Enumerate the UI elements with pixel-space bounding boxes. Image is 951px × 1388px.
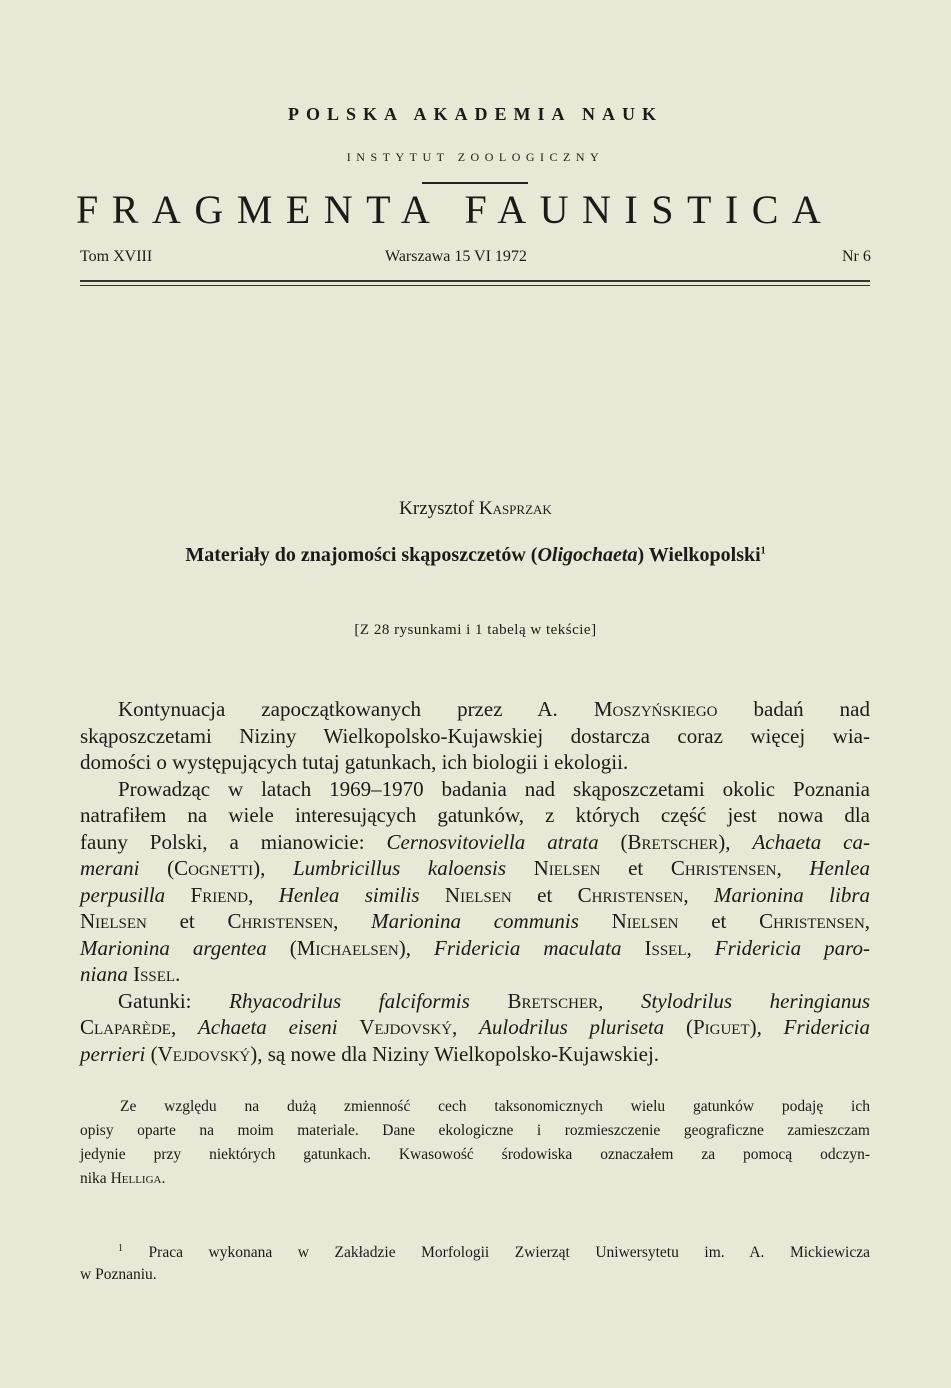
place-date: Warszawa 15 VI 1972: [385, 248, 527, 265]
text-segment: ,: [248, 882, 279, 907]
author-first-name: Krzysztof: [399, 498, 475, 519]
text-segment: ),: [253, 856, 293, 880]
title-latin: Oligochaeta: [537, 544, 638, 566]
text-segment: [579, 909, 612, 933]
title-post: ) Wielkopolski: [637, 544, 761, 566]
species-name: Cernosvitoviella atrata: [386, 829, 599, 854]
text-line: [80, 1266, 870, 1284]
text-segment: et: [146, 909, 228, 933]
text-line: [118, 697, 870, 722]
text-line: [80, 856, 870, 881]
author-name: Piguet: [692, 1015, 750, 1039]
text-segment: .: [161, 1170, 166, 1187]
author-name: Vejdovský: [157, 1041, 251, 1066]
text-line: [80, 936, 870, 961]
text-line: [80, 962, 870, 987]
text-segment: ,: [686, 935, 715, 960]
text-segment: badań nad: [717, 697, 870, 721]
species-name: Henlea similis: [278, 882, 420, 907]
text-line: [80, 1170, 870, 1188]
text-segment: natrafiłem na wiele interesujących gatunków, z których część jest nowa dla: [80, 803, 870, 827]
author-name: Christensen: [227, 909, 334, 933]
author-name: Christensen: [577, 882, 684, 907]
author-name: Nielsen: [444, 882, 512, 907]
text-line: [80, 724, 870, 749]
text-segment: [621, 936, 644, 960]
text-line: [80, 1146, 870, 1164]
double-rule-top: [80, 280, 870, 282]
academy-name: POLSKA AKADEMIA NAUK: [287, 104, 664, 124]
author-name: Friend: [190, 882, 249, 907]
text-line: [80, 830, 870, 855]
text-segment: Ze względu na dużą zmienność cech taksonomicznych wielu gatunków podaję ich: [120, 1098, 870, 1115]
text-line: [118, 1243, 870, 1262]
author-name: Moszyńskiego: [593, 697, 718, 721]
text-segment: [338, 1015, 360, 1039]
text-segment: [420, 883, 445, 907]
text-line: [118, 989, 870, 1014]
text-line: [80, 750, 870, 775]
species-name: Fridericia paro-: [714, 935, 870, 960]
footnote-mark: 1: [118, 1243, 123, 1254]
author-name: Bretscher: [627, 829, 719, 854]
journal-title: FRAGMENTA FAUNISTICA: [76, 187, 835, 232]
text-line: [80, 909, 870, 934]
article-title: [0, 544, 951, 567]
author: [0, 498, 951, 520]
author-name: Christensen: [670, 856, 777, 880]
text-segment: ,: [170, 1015, 198, 1039]
text-segment: opisy oparte na moim materiale. Dane ekologiczne i rozmieszczenie geograficzne zamieszczam: [80, 1122, 870, 1139]
text-segment: Gatunki:: [118, 988, 230, 1013]
text-segment: .: [175, 962, 181, 986]
text-segment: ,: [683, 882, 714, 907]
text-segment: ,: [776, 856, 810, 880]
species-name: merani: [80, 856, 140, 880]
text-segment: [506, 856, 534, 880]
text-segment: ), są nowe dla Niziny Wielkopolsko-Kujawskiej.: [250, 1041, 660, 1066]
species-name: perrieri: [80, 1041, 146, 1066]
text-segment: ),: [749, 1015, 784, 1039]
author-name: Nielsen: [80, 909, 147, 933]
text-segment: skąposzczetami Niziny Wielkopolsko-Kujawskiej dostarcza coraz więcej wia-: [80, 723, 870, 748]
text-segment: ,: [333, 909, 372, 933]
species-name: Achaeta eiseni: [198, 1015, 338, 1039]
species-name: Marionina argentea: [80, 935, 267, 960]
text-segment: ,: [598, 988, 642, 1013]
text-segment: (: [598, 829, 628, 854]
species-name: Fridericia: [783, 1015, 870, 1039]
text-segment: ),: [398, 935, 434, 960]
text-line: [80, 1122, 870, 1140]
text-segment: w Poznaniu.: [80, 1266, 157, 1283]
institute-name: INSTYTUT ZOOLOGICZNY: [346, 150, 605, 164]
header-rule: [422, 182, 528, 184]
species-name: Aulodrilus pluriseta: [479, 1015, 665, 1039]
author-name: Christensen: [759, 909, 865, 933]
author-name: Nielsen: [611, 909, 679, 933]
title-pre: Materiały do znajomości skąposzczetów (: [185, 544, 538, 566]
species-name: perpusilla: [80, 882, 166, 907]
species-name: Lumbricillus kaloensis: [292, 856, 507, 880]
text-line: [80, 1015, 870, 1040]
text-segment: et: [600, 856, 671, 880]
author-name: Issel: [644, 935, 687, 960]
text-segment: [470, 989, 508, 1013]
author-name: Claparède: [80, 1015, 171, 1039]
title-footnote-mark: 1: [760, 545, 766, 557]
issue-number: Nr 6: [842, 248, 871, 265]
species-name: Fridericia maculata: [434, 935, 622, 960]
text-segment: ,: [452, 1015, 480, 1039]
text-segment: (: [145, 1041, 158, 1066]
volume: Tom XVIII: [80, 248, 153, 265]
text-segment: fauny Polski, a mianowicie:: [80, 829, 387, 854]
text-segment: Prowadząc w latach 1969–1970 badania nad skąposzczetami okolic Poznania: [118, 776, 870, 801]
author-name: Vejdovský: [359, 1015, 453, 1039]
text-line: [118, 777, 870, 802]
species-name: Rhyacodrilus falciformis: [229, 988, 470, 1013]
text-segment: nika: [80, 1170, 111, 1187]
text-segment: et: [511, 882, 578, 907]
text-segment: ),: [718, 829, 753, 854]
text-line: [120, 1098, 870, 1116]
text-segment: (: [266, 935, 297, 960]
author-name: Bretscher: [507, 988, 599, 1013]
author-name: Michaelsen: [296, 935, 399, 960]
species-name: niana: [80, 962, 128, 986]
text-segment: ,: [864, 909, 871, 933]
author-name: Issel: [133, 962, 176, 986]
species-name: Marionina libra: [713, 882, 871, 907]
text-segment: (: [664, 1015, 693, 1039]
species-name: Stylodrilus heringianus: [641, 988, 871, 1013]
double-rule-bottom: [80, 285, 870, 286]
author-name: Nielsen: [533, 856, 601, 880]
text-segment: jedynie przy niektórych gatunkach. Kwasowość środowiska oznaczałem za pomocą odczyn-: [80, 1146, 870, 1163]
text-line: [80, 1042, 870, 1067]
text-segment: Praca wykonana w Zakładzie Morfologii Zwierząt Uniwersytetu im. A. Mickiewicza: [123, 1244, 870, 1262]
text-segment: (: [139, 856, 175, 880]
article-subtitle: [Z 28 rysunkami i 1 tabelą w tekście]: [354, 622, 597, 638]
species-name: Marionina communis: [371, 909, 579, 933]
text-segment: et: [678, 909, 760, 933]
text-line: [80, 803, 870, 828]
author-last-name: Kasprzak: [478, 498, 552, 519]
author-name: Helliga: [110, 1170, 162, 1187]
text-segment: domości o występujących tutaj gatunkach, ich biologii i ekologii.: [80, 750, 629, 774]
text-line: [80, 883, 870, 908]
text-segment: [165, 883, 190, 907]
species-name: Henlea: [809, 856, 870, 880]
author-name: Cognetti: [174, 856, 254, 880]
species-name: Achaeta ca-: [752, 829, 871, 854]
text-segment: Kontynuacja zapoczątkowanych przez A.: [118, 697, 594, 721]
